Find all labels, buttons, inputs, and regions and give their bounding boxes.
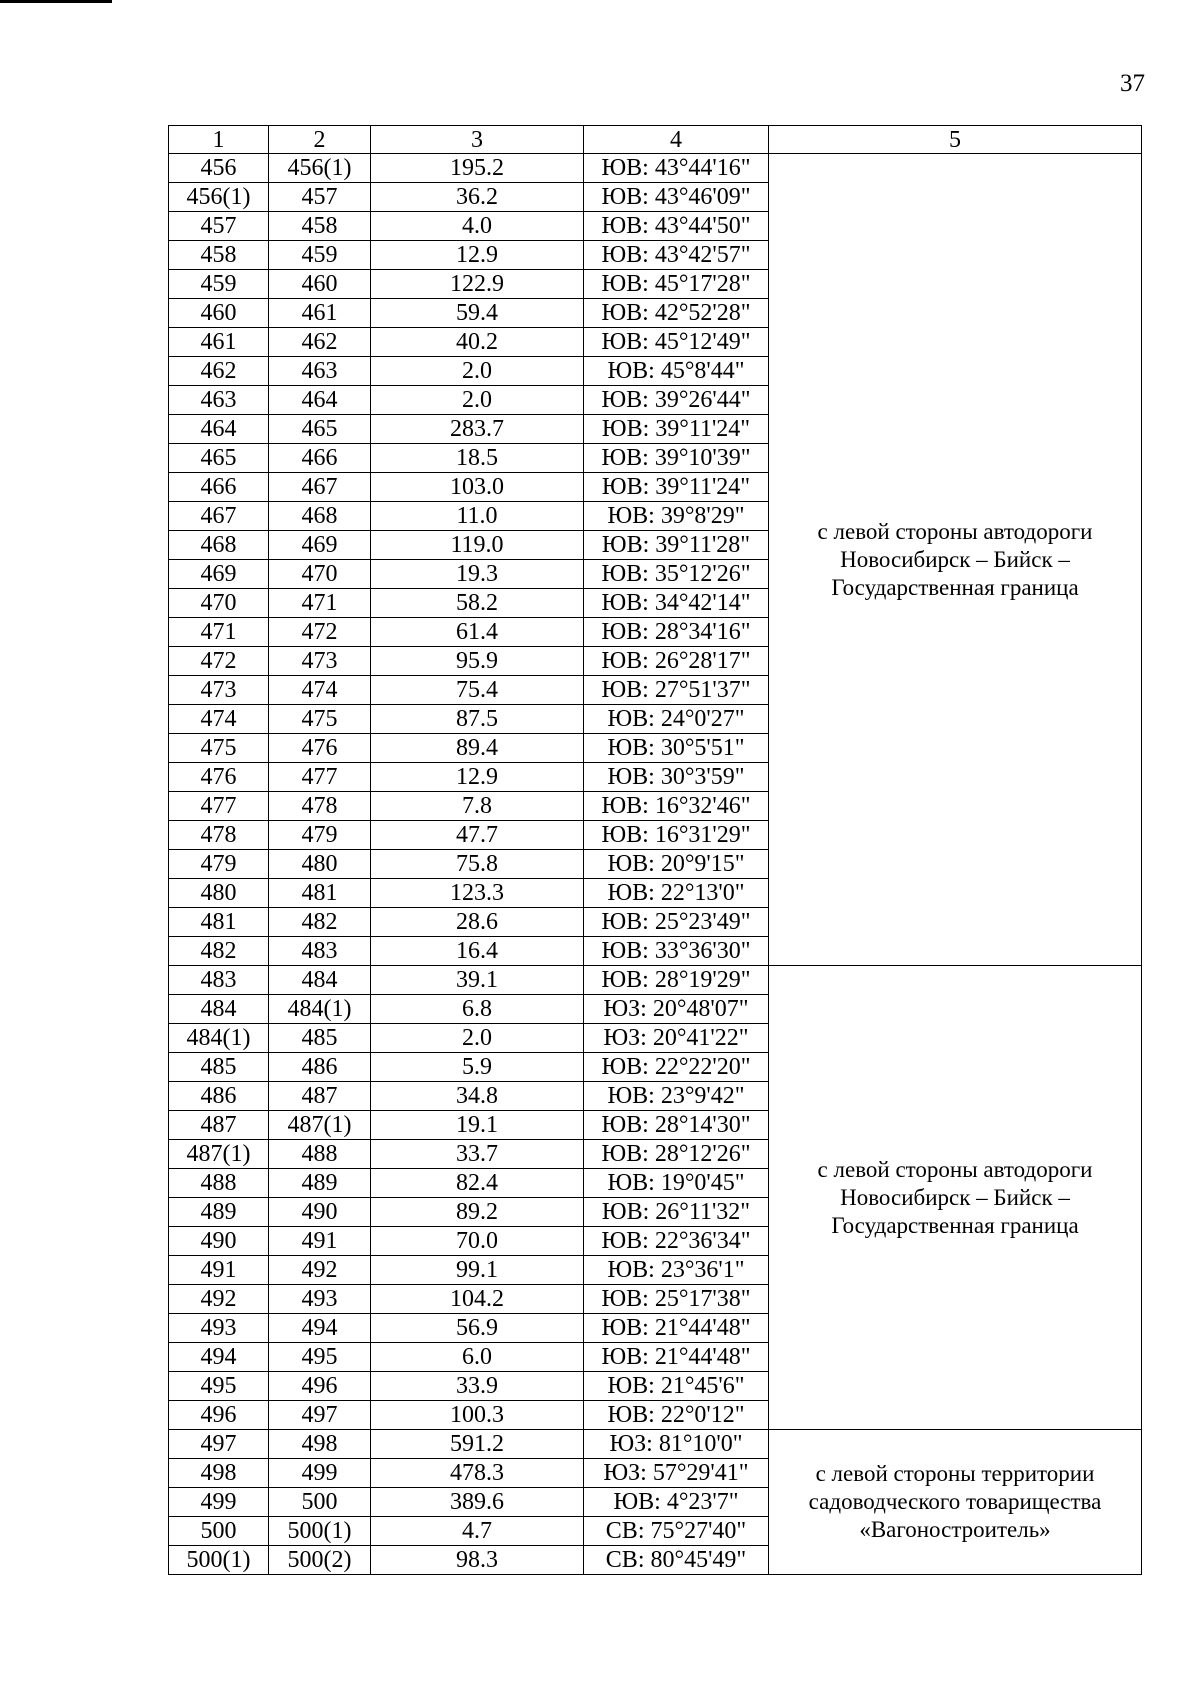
cell-col-3: 2.0	[371, 357, 584, 386]
cell-col-1: 483	[169, 966, 269, 995]
cell-col-1: 500	[169, 1517, 269, 1546]
cell-col-3: 104.2	[371, 1285, 584, 1314]
cell-col-4: ЮВ: 35°12'26"	[584, 560, 769, 589]
cell-col-3: 123.3	[371, 879, 584, 908]
cell-col-4: ЮЗ: 81°10'0"	[584, 1430, 769, 1459]
cell-col-1: 495	[169, 1372, 269, 1401]
cell-col-4: ЮВ: 43°46'09"	[584, 183, 769, 212]
cell-col-4: ЮВ: 33°36'30"	[584, 937, 769, 966]
cell-col-3: 28.6	[371, 908, 584, 937]
cell-col-2: 466	[269, 444, 371, 473]
note-cell: с левой стороны территории садоводческого товарищества «Вагоностроитель»	[769, 1430, 1142, 1575]
cell-col-4: ЮВ: 16°31'29"	[584, 821, 769, 850]
cell-col-1: 497	[169, 1430, 269, 1459]
cell-col-3: 75.4	[371, 676, 584, 705]
cell-col-1: 460	[169, 299, 269, 328]
cell-col-2: 460	[269, 270, 371, 299]
cell-col-1: 456(1)	[169, 183, 269, 212]
cell-col-2: 500(1)	[269, 1517, 371, 1546]
cell-col-1: 464	[169, 415, 269, 444]
cell-col-2: 464	[269, 386, 371, 415]
cell-col-2: 463	[269, 357, 371, 386]
cell-col-2: 483	[269, 937, 371, 966]
table-body	[169, 154, 1142, 1575]
cell-col-4: ЮВ: 25°23'49"	[584, 908, 769, 937]
cell-col-1: 467	[169, 502, 269, 531]
cell-col-2: 481	[269, 879, 371, 908]
cell-col-2: 491	[269, 1227, 371, 1256]
cell-col-1: 476	[169, 763, 269, 792]
cell-col-1: 484	[169, 995, 269, 1024]
cell-col-2: 458	[269, 212, 371, 241]
cell-col-3: 47.7	[371, 821, 584, 850]
cell-col-2: 492	[269, 1256, 371, 1285]
cell-col-4: ЮВ: 28°34'16"	[584, 618, 769, 647]
cell-col-4: ЮВ: 20°9'15"	[584, 850, 769, 879]
cell-col-1: 478	[169, 821, 269, 850]
note-cell: с левой стороны автодороги Новосибирск – Бийск – Государственная граница	[769, 154, 1142, 966]
scan-edge-line	[0, 0, 112, 3]
cell-col-4: ЮВ: 21°45'6"	[584, 1372, 769, 1401]
cell-col-3: 40.2	[371, 328, 584, 357]
cell-col-1: 469	[169, 560, 269, 589]
cell-col-2: 469	[269, 531, 371, 560]
cell-col-4: ЮВ: 43°44'50"	[584, 212, 769, 241]
cell-col-1: 489	[169, 1198, 269, 1227]
cell-col-1: 484(1)	[169, 1024, 269, 1053]
table-row	[169, 966, 1142, 995]
cell-col-3: 6.0	[371, 1343, 584, 1372]
cell-col-4: ЮВ: 28°12'26"	[584, 1140, 769, 1169]
cell-col-3: 61.4	[371, 618, 584, 647]
cell-col-3: 19.3	[371, 560, 584, 589]
cell-col-4: ЮВ: 42°52'28"	[584, 299, 769, 328]
cell-col-2: 474	[269, 676, 371, 705]
cell-col-1: 470	[169, 589, 269, 618]
cell-col-4: ЮВ: 24°0'27"	[584, 705, 769, 734]
cell-col-3: 16.4	[371, 937, 584, 966]
cell-col-3: 39.1	[371, 966, 584, 995]
table-row	[169, 1430, 1142, 1459]
cell-col-2: 485	[269, 1024, 371, 1053]
cell-col-1: 487(1)	[169, 1140, 269, 1169]
cell-col-2: 470	[269, 560, 371, 589]
cell-col-1: 474	[169, 705, 269, 734]
cell-col-4: ЮВ: 16°32'46"	[584, 792, 769, 821]
cell-col-2: 465	[269, 415, 371, 444]
cell-col-4: ЮВ: 39°10'39"	[584, 444, 769, 473]
cell-col-4: ЮВ: 21°44'48"	[584, 1343, 769, 1372]
cell-col-4: ЮВ: 23°36'1"	[584, 1256, 769, 1285]
cell-col-3: 122.9	[371, 270, 584, 299]
cell-col-1: 472	[169, 647, 269, 676]
cell-col-2: 472	[269, 618, 371, 647]
cell-col-3: 6.8	[371, 995, 584, 1024]
cell-col-4: ЮВ: 43°44'16"	[584, 154, 769, 183]
header-cell-2: 2	[269, 126, 371, 154]
cell-col-3: 87.5	[371, 705, 584, 734]
cell-col-3: 19.1	[371, 1111, 584, 1140]
cell-col-1: 466	[169, 473, 269, 502]
cell-col-1: 457	[169, 212, 269, 241]
cell-col-2: 490	[269, 1198, 371, 1227]
cell-col-2: 478	[269, 792, 371, 821]
cell-col-2: 459	[269, 241, 371, 270]
cell-col-2: 487	[269, 1082, 371, 1111]
cell-col-2: 461	[269, 299, 371, 328]
cell-col-2: 482	[269, 908, 371, 937]
cell-col-1: 480	[169, 879, 269, 908]
cell-col-4: ЮВ: 28°19'29"	[584, 966, 769, 995]
header-cell-5: 5	[769, 126, 1142, 154]
cell-col-4: ЮВ: 22°36'34"	[584, 1227, 769, 1256]
cell-col-3: 591.2	[371, 1430, 584, 1459]
cell-col-2: 475	[269, 705, 371, 734]
cell-col-1: 488	[169, 1169, 269, 1198]
cell-col-1: 498	[169, 1459, 269, 1488]
cell-col-1: 475	[169, 734, 269, 763]
cell-col-4: ЮВ: 30°5'51"	[584, 734, 769, 763]
cell-col-2: 480	[269, 850, 371, 879]
cell-col-2: 462	[269, 328, 371, 357]
cell-col-4: ЮВ: 39°11'24"	[584, 473, 769, 502]
cell-col-2: 497	[269, 1401, 371, 1430]
cell-col-3: 103.0	[371, 473, 584, 502]
cell-col-1: 482	[169, 937, 269, 966]
cell-col-4: ЮВ: 25°17'38"	[584, 1285, 769, 1314]
cell-col-3: 389.6	[371, 1488, 584, 1517]
cell-col-2: 488	[269, 1140, 371, 1169]
cell-col-1: 494	[169, 1343, 269, 1372]
cell-col-3: 195.2	[371, 154, 584, 183]
cell-col-3: 59.4	[371, 299, 584, 328]
cell-col-2: 495	[269, 1343, 371, 1372]
cell-col-3: 33.9	[371, 1372, 584, 1401]
cell-col-3: 2.0	[371, 386, 584, 415]
cell-col-1: 462	[169, 357, 269, 386]
cell-col-3: 100.3	[371, 1401, 584, 1430]
cell-col-1: 490	[169, 1227, 269, 1256]
header-cell-4: 4	[584, 126, 769, 154]
cell-col-1: 496	[169, 1401, 269, 1430]
cell-col-4: ЮВ: 43°42'57"	[584, 241, 769, 270]
cell-col-4: ЮВ: 22°0'12"	[584, 1401, 769, 1430]
cell-col-2: 496	[269, 1372, 371, 1401]
cell-col-2: 477	[269, 763, 371, 792]
cell-col-4: ЮВ: 28°14'30"	[584, 1111, 769, 1140]
cell-col-2: 484	[269, 966, 371, 995]
cell-col-3: 7.8	[371, 792, 584, 821]
cell-col-4: ЮВ: 45°17'28"	[584, 270, 769, 299]
cell-col-1: 491	[169, 1256, 269, 1285]
page-number: 37	[1120, 70, 1145, 97]
cell-col-3: 95.9	[371, 647, 584, 676]
cell-col-3: 12.9	[371, 241, 584, 270]
cell-col-2: 486	[269, 1053, 371, 1082]
cell-col-1: 468	[169, 531, 269, 560]
cell-col-4: ЮВ: 23°9'42"	[584, 1082, 769, 1111]
cell-col-4: ЮЗ: 20°41'22"	[584, 1024, 769, 1053]
cell-col-2: 457	[269, 183, 371, 212]
cell-col-2: 500	[269, 1488, 371, 1517]
cell-col-3: 36.2	[371, 183, 584, 212]
cell-col-1: 459	[169, 270, 269, 299]
cell-col-3: 12.9	[371, 763, 584, 792]
cell-col-3: 99.1	[371, 1256, 584, 1285]
cell-col-1: 492	[169, 1285, 269, 1314]
cell-col-1: 485	[169, 1053, 269, 1082]
cell-col-4: ЮВ: 45°8'44"	[584, 357, 769, 386]
cell-col-4: ЮВ: 39°26'44"	[584, 386, 769, 415]
cell-col-1: 458	[169, 241, 269, 270]
cell-col-2: 471	[269, 589, 371, 618]
cell-col-1: 463	[169, 386, 269, 415]
cell-col-1: 477	[169, 792, 269, 821]
cell-col-2: 484(1)	[269, 995, 371, 1024]
cell-col-1: 486	[169, 1082, 269, 1111]
cell-col-1: 487	[169, 1111, 269, 1140]
cell-col-1: 479	[169, 850, 269, 879]
cell-col-3: 58.2	[371, 589, 584, 618]
cell-col-3: 82.4	[371, 1169, 584, 1198]
cell-col-2: 500(2)	[269, 1546, 371, 1575]
cell-col-3: 478.3	[371, 1459, 584, 1488]
cell-col-2: 473	[269, 647, 371, 676]
cell-col-1: 499	[169, 1488, 269, 1517]
cell-col-3: 4.0	[371, 212, 584, 241]
cell-col-4: ЮЗ: 57°29'41"	[584, 1459, 769, 1488]
cell-col-3: 33.7	[371, 1140, 584, 1169]
cell-col-2: 479	[269, 821, 371, 850]
coordinates-table	[168, 125, 1142, 1575]
cell-col-4: СВ: 80°45'49"	[584, 1546, 769, 1575]
cell-col-1: 473	[169, 676, 269, 705]
cell-col-2: 476	[269, 734, 371, 763]
cell-col-3: 89.2	[371, 1198, 584, 1227]
cell-col-4: ЮВ: 34°42'14"	[584, 589, 769, 618]
cell-col-1: 465	[169, 444, 269, 473]
cell-col-2: 493	[269, 1285, 371, 1314]
cell-col-4: ЮВ: 4°23'7"	[584, 1488, 769, 1517]
cell-col-3: 11.0	[371, 502, 584, 531]
cell-col-3: 18.5	[371, 444, 584, 473]
cell-col-3: 89.4	[371, 734, 584, 763]
cell-col-3: 283.7	[371, 415, 584, 444]
cell-col-2: 498	[269, 1430, 371, 1459]
cell-col-4: ЮВ: 21°44'48"	[584, 1314, 769, 1343]
cell-col-4: ЮВ: 39°11'24"	[584, 415, 769, 444]
cell-col-2: 499	[269, 1459, 371, 1488]
cell-col-2: 487(1)	[269, 1111, 371, 1140]
header-cell-3: 3	[371, 126, 584, 154]
cell-col-2: 494	[269, 1314, 371, 1343]
cell-col-4: ЮВ: 39°11'28"	[584, 531, 769, 560]
cell-col-2: 467	[269, 473, 371, 502]
cell-col-4: ЮВ: 26°28'17"	[584, 647, 769, 676]
cell-col-3: 119.0	[371, 531, 584, 560]
cell-col-4: ЮВ: 39°8'29"	[584, 502, 769, 531]
cell-col-1: 461	[169, 328, 269, 357]
cell-col-4: ЮЗ: 20°48'07"	[584, 995, 769, 1024]
cell-col-2: 489	[269, 1169, 371, 1198]
cell-col-4: ЮВ: 30°3'59"	[584, 763, 769, 792]
cell-col-1: 481	[169, 908, 269, 937]
cell-col-4: ЮВ: 19°0'45"	[584, 1169, 769, 1198]
cell-col-2: 468	[269, 502, 371, 531]
cell-col-4: ЮВ: 26°11'32"	[584, 1198, 769, 1227]
note-cell: с левой стороны автодороги Новосибирск – Бийск – Государственная граница	[769, 966, 1142, 1430]
cell-col-3: 5.9	[371, 1053, 584, 1082]
cell-col-3: 56.9	[371, 1314, 584, 1343]
cell-col-4: ЮВ: 22°13'0"	[584, 879, 769, 908]
cell-col-3: 70.0	[371, 1227, 584, 1256]
cell-col-4: ЮВ: 22°22'20"	[584, 1053, 769, 1082]
cell-col-1: 456	[169, 154, 269, 183]
cell-col-1: 493	[169, 1314, 269, 1343]
table-header-row	[169, 126, 1142, 154]
table-row	[169, 154, 1142, 183]
cell-col-1: 500(1)	[169, 1546, 269, 1575]
cell-col-2: 456(1)	[269, 154, 371, 183]
cell-col-3: 34.8	[371, 1082, 584, 1111]
cell-col-3: 98.3	[371, 1546, 584, 1575]
cell-col-4: СВ: 75°27'40"	[584, 1517, 769, 1546]
header-cell-1: 1	[169, 126, 269, 154]
cell-col-3: 2.0	[371, 1024, 584, 1053]
cell-col-3: 75.8	[371, 850, 584, 879]
cell-col-1: 471	[169, 618, 269, 647]
cell-col-4: ЮВ: 27°51'37"	[584, 676, 769, 705]
cell-col-4: ЮВ: 45°12'49"	[584, 328, 769, 357]
cell-col-3: 4.7	[371, 1517, 584, 1546]
